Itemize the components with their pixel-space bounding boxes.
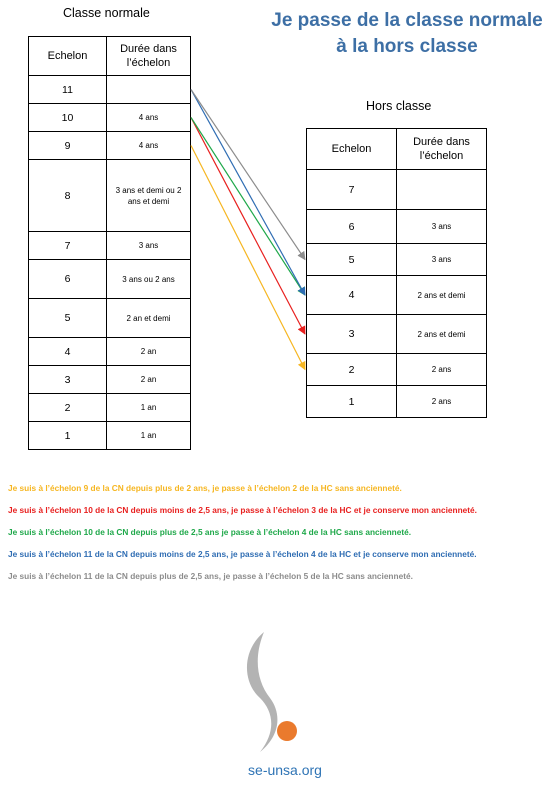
echelon-cell: 4 <box>307 276 397 315</box>
hors-classe-caption: Hors classe <box>366 99 432 113</box>
duree-cell: 2 ans <box>397 354 487 386</box>
mapping-arrow <box>191 146 305 370</box>
duree-cell: 2 an et demi <box>107 299 191 338</box>
duree-cell: 2 an <box>107 338 191 366</box>
duree-cell: 1 an <box>107 394 191 422</box>
mapping-arrow <box>191 90 305 296</box>
note-line: Je suis à l’échelon 10 de la CN depuis moins de 2,5 ans, je passe à l’échelon 3 de la HC et je conserve mon ancienneté. <box>8 505 477 515</box>
se-unsa-logo-icon <box>236 628 316 758</box>
logo-dot <box>277 721 297 741</box>
echelon-cell: 7 <box>307 170 397 210</box>
header-duree: Durée dans l’échelon <box>107 37 191 76</box>
header-echelon: Echelon <box>29 37 107 76</box>
title-line-2: à la hors classe <box>336 36 478 57</box>
echelon-cell: 10 <box>29 104 107 132</box>
duree-cell: 3 ans ou 2 ans <box>107 260 191 299</box>
echelon-cell: 2 <box>307 354 397 386</box>
duree-cell: 3 ans <box>397 210 487 244</box>
echelon-cell: 1 <box>29 422 107 450</box>
duree-cell: 1 an <box>107 422 191 450</box>
title-line-1: Je passe de la classe normale <box>271 10 543 31</box>
duree-cell: 2 an <box>107 366 191 394</box>
echelon-cell: 3 <box>307 315 397 354</box>
duree-cell: 4 ans <box>107 132 191 160</box>
mapping-arrow <box>191 118 305 296</box>
duree-cell: 3 ans <box>397 244 487 276</box>
note-line: Je suis à l’échelon 9 de la CN depuis plus de 2 ans, je passe à l’échelon 2 de la HC sans ancienneté. <box>8 483 402 493</box>
duree-cell: 2 ans et demi <box>397 276 487 315</box>
note-line: Je suis à l’échelon 11 de la CN depuis moins de 2,5 ans, je passe à l’échelon 4 de la HC et je conserve mon ancienneté. <box>8 549 477 559</box>
echelon-cell: 5 <box>307 244 397 276</box>
echelon-cell: 8 <box>29 160 107 232</box>
header-duree: Durée dans l’échelon <box>397 129 487 170</box>
echelon-cell: 4 <box>29 338 107 366</box>
note-line: Je suis à l’échelon 10 de la CN depuis plus de 2,5 ans je passe à l’échelon 4 de la HC sans ancienneté. <box>8 527 412 537</box>
echelon-cell: 2 <box>29 394 107 422</box>
duree-cell: 3 ans <box>107 232 191 260</box>
note-line: Je suis à l’échelon 11 de la CN depuis plus de 2,5 ans, je passe à l’échelon 5 de la HC sans ancienneté. <box>8 571 413 581</box>
explanation-notes <box>8 482 548 592</box>
echelon-cell: 9 <box>29 132 107 160</box>
header-echelon: Echelon <box>307 129 397 170</box>
logo-text: se-unsa.org <box>248 762 322 778</box>
echelon-cell: 1 <box>307 386 397 418</box>
classe-normale-caption: Classe normale <box>63 6 150 20</box>
duree-cell: 4 ans <box>107 104 191 132</box>
echelon-cell: 6 <box>307 210 397 244</box>
duree-cell: 2 ans <box>397 386 487 418</box>
duree-cell: 3 ans et demi ou 2 ans et demi <box>107 160 191 232</box>
echelon-cell: 5 <box>29 299 107 338</box>
echelon-cell: 3 <box>29 366 107 394</box>
mapping-arrow <box>191 118 305 335</box>
echelon-cell: 6 <box>29 260 107 299</box>
mapping-arrow <box>191 90 305 260</box>
echelon-cell: 11 <box>29 76 107 104</box>
duree-cell: 2 ans et demi <box>397 315 487 354</box>
logo-s-shape <box>247 632 277 752</box>
echelon-cell: 7 <box>29 232 107 260</box>
